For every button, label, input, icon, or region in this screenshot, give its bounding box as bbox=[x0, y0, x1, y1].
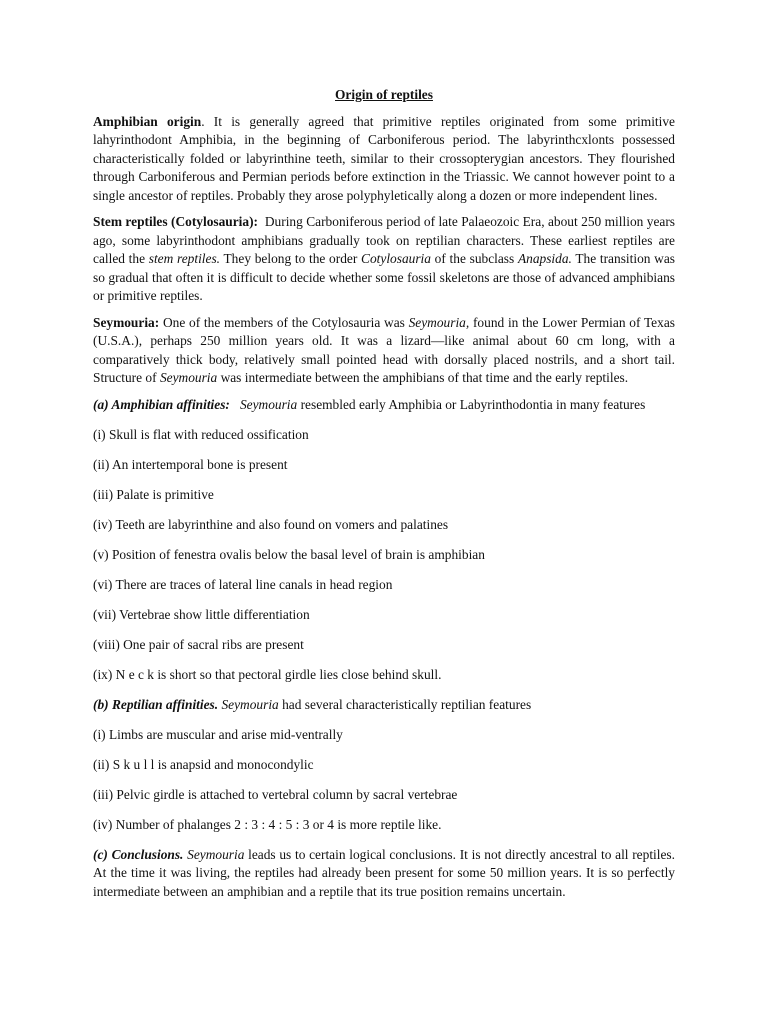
list-item: (ii) S k u l l is anapsid and monocondylic bbox=[93, 756, 314, 772]
text-conclusions: leads us to certain logical conclusions. It is not directly ancestral to all reptiles. At the time it was living, the reptiles had already been present for some 50 million years. It is so perfectly intermediate between an amphibian and a reptile that its true position remains uncertain. bbox=[93, 846, 675, 899]
text-seymouria-1: One of the members of the Cotylosauria was bbox=[159, 314, 409, 330]
paragraph-amphibian-origin bbox=[93, 113, 675, 206]
term-seymouria-a: Seymouria bbox=[239, 396, 298, 412]
text-seymouria-2: found in the Lower Permian of Texas (U.S.A.), perhaps 250 million years old. It was a lizard—like animal about 60 cm long, with a comparatively thick body, relatively small pointed head with dorsally placed nostrils, and a short tail. Structure of bbox=[93, 314, 675, 385]
heading-reptilian-affinities: (b) Reptilian affinities. bbox=[93, 696, 219, 712]
term-seymouria-b: Seymouria bbox=[221, 696, 279, 712]
list-item: (iii) Pelvic girdle is attached to vertebral column by sacral vertebrae bbox=[93, 786, 458, 802]
list-item: (iv) Number of phalanges 2 : 3 : 4 : 5 : 3 or 4 is more reptile like. bbox=[93, 816, 442, 832]
heading-conclusions: (c) Conclusions. bbox=[93, 846, 184, 862]
paragraph-conclusions bbox=[93, 846, 675, 902]
term-stem-reptiles: stem reptiles. bbox=[148, 251, 221, 266]
text-reptilian-affinities: had several characteristically reptilian features bbox=[278, 696, 532, 712]
heading-seymouria: Seymouria: bbox=[93, 314, 160, 330]
heading-amphibian-affinities: (a) Amphibian affinities: bbox=[93, 396, 230, 412]
list-item: (i) Skull is flat with reduced ossification bbox=[93, 426, 309, 442]
list-item: (i) Limbs are muscular and arise mid-ventrally bbox=[93, 726, 343, 742]
text-seymouria-3: was intermediate between the amphibians of that time and the early reptiles. bbox=[217, 370, 629, 385]
page-title: Origin of reptiles bbox=[335, 87, 433, 102]
paragraph-reptilian-affinities bbox=[93, 696, 675, 715]
heading-amphibian-origin: Amphibian origin bbox=[93, 113, 202, 129]
list-item: (ix) N e c k is short so that pectoral girdle lies close behind skull. bbox=[93, 666, 442, 682]
list-item: (vi) There are traces of lateral line canals in head region bbox=[93, 576, 393, 592]
paragraph-amphibian-affinities bbox=[93, 396, 675, 415]
text-stem-reptiles-3: of the subclass bbox=[430, 251, 518, 266]
text-stem-reptiles-4: The transition was so gradual that often it is difficult to decide whether some fossil skeletons are those of advanced amphibians or primitive reptiles. bbox=[93, 251, 675, 303]
list-item: (iii) Palate is primitive bbox=[93, 486, 214, 502]
list-item: (viii) One pair of sacral ribs are present bbox=[93, 636, 304, 652]
list-item: (ii) An intertemporal bone is present bbox=[93, 456, 288, 472]
term-seymouria-1: Seymouria, bbox=[408, 314, 470, 330]
term-anapsida: Anapsida. bbox=[517, 251, 572, 266]
list-item: (iv) Teeth are labyrinthine and also found on vomers and palatines bbox=[93, 516, 449, 532]
term-cotylosauria: Cotylosauria bbox=[361, 251, 431, 266]
text-amphibian-affinities: resembled early Amphibia or Labyrinthodontia in many features bbox=[297, 396, 646, 412]
list-item: (v) Position of fenestra ovalis below the basal level of brain is amphibian bbox=[93, 546, 485, 562]
document-page bbox=[93, 86, 679, 909]
term-seymouria-2: Seymouria bbox=[159, 370, 218, 385]
heading-stem-reptiles: Stem reptiles (Cotylosauria): bbox=[93, 214, 259, 229]
text-stem-reptiles-2: They belong to the order bbox=[220, 251, 362, 266]
text-stem-reptiles-1: During Carboniferous period of late Palaeozoic Era, about 250 million years ago, some labyrinthodont amphibians gradually took on reptilian characters. These earliest reptiles are called the bbox=[93, 214, 679, 266]
term-seymouria-c: Seymouria bbox=[187, 846, 245, 862]
paragraph-seymouria bbox=[93, 314, 675, 388]
list-item: (vii) Vertebrae show little differentiation bbox=[93, 606, 310, 622]
paragraph-stem-reptiles bbox=[93, 213, 679, 306]
text-amphibian-origin: . It is generally agreed that primitive reptiles originated from some primitive lahyrinthodont Amphibia, in the beginning of Carboniferous period. The labyrinthcxlonts possessed characteristically folded or labyrinthine teeth, similar to their crossopterygian ancestors. They flourished through Carboniferous and Permian periods before extinction in the Triassic. We cannot however point to a single ancestor of reptiles. Probably they arose polyphyletically along a dozen or more independent lines. bbox=[93, 113, 675, 203]
